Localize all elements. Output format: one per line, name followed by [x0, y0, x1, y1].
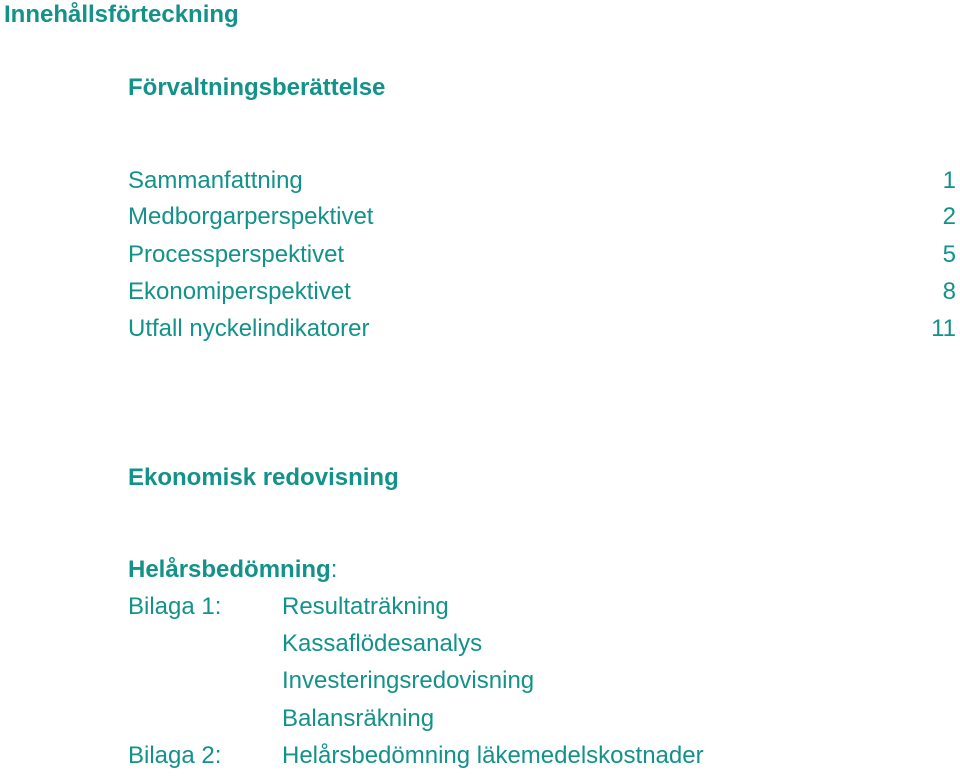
section-heading-forvaltningsberattelse: Förvaltningsberättelse: [128, 74, 386, 101]
toc-entry[interactable]: [128, 163, 958, 199]
toc-entry-label: Ekonomiperspektivet: [128, 278, 351, 305]
toc-entry-page: 11: [931, 315, 956, 342]
appendix-item[interactable]: Resultaträkning: [282, 593, 449, 620]
appendix-item[interactable]: Investeringsredovisning: [282, 667, 535, 694]
toc-entry-page: 2: [942, 203, 956, 230]
toc-entry-page: 1: [942, 167, 956, 194]
toc-entry-label: Processperspektivet: [128, 241, 345, 268]
assessment-heading-colon: :: [330, 556, 338, 583]
toc-entry-label: Sammanfattning: [128, 167, 303, 194]
toc-entry[interactable]: [128, 311, 958, 347]
toc-entry[interactable]: [128, 237, 958, 273]
assessment-heading-text: Helårsbedömning: [128, 556, 331, 583]
appendix-item[interactable]: Balansräkning: [282, 705, 435, 732]
appendix-label: Bilaga 1:: [128, 593, 222, 620]
appendix-item[interactable]: Helårsbedömning läkemedelskostnader: [282, 742, 704, 769]
toc-entry[interactable]: [128, 274, 958, 310]
toc-entry-label: Utfall nyckelindikatorer: [128, 315, 370, 342]
appendix-item[interactable]: Kassaflödesanalys: [282, 630, 483, 657]
toc-entry-page: 5: [942, 241, 956, 268]
assessment-heading: [128, 552, 337, 588]
section-heading-ekonomisk-redovisning: Ekonomisk redovisning: [128, 464, 399, 491]
appendix-label: Bilaga 2:: [128, 742, 222, 769]
toc-entry-page: 8: [942, 278, 956, 305]
toc-entry-label: Medborgarperspektivet: [128, 203, 374, 230]
page-title: Innehållsförteckning: [4, 1, 239, 28]
toc-entry[interactable]: [128, 199, 958, 235]
